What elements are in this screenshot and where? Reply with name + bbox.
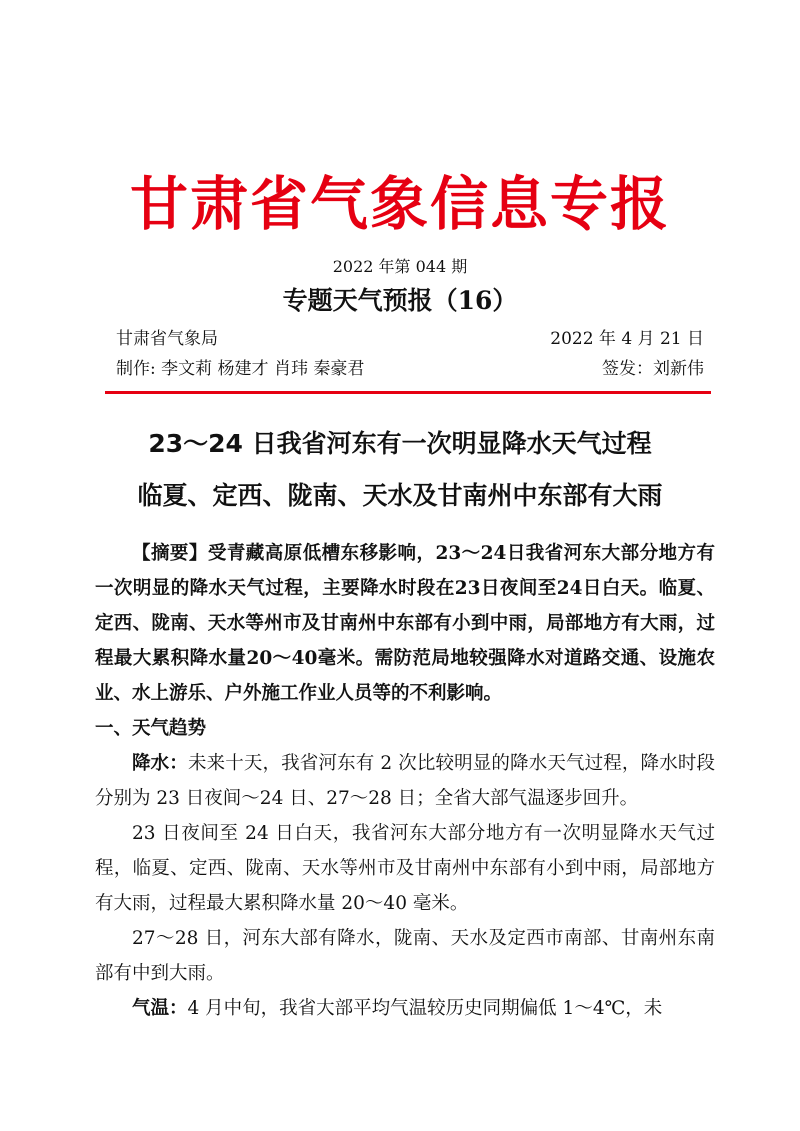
temp-text: 4 月中旬，我省大部平均气温较历史同期偏低 1～4℃，未	[187, 998, 663, 1019]
temp-paragraph	[95, 991, 715, 1026]
paragraph-3: 27～28 日，河东大部有降水，陇南、天水及定西市南部、甘南州东南部有中到大雨。	[95, 928, 715, 984]
signer: 签发：刘新伟	[602, 359, 704, 379]
abstract-label: 【摘要】	[132, 543, 208, 564]
abstract-text: 受青藏高原低槽东移影响，23～24日我省河东大部分地方有一次明显的降水天气过程，主要降水时段在23日夜间至24日白天。临夏、定西、陇南、天水等州市及甘南州中东部有小到中雨，局部地方有大雨，过程最大累积降水量20～40毫米。需防范局地较强降水对道路交通、设施农业、水上游乐、户外施工作业人员等的不利影响。	[95, 543, 715, 704]
abstract-paragraph	[95, 536, 715, 711]
issuer: 甘肃省气象局	[116, 329, 218, 349]
precip-label: 降水：	[132, 753, 188, 774]
document-body	[95, 536, 715, 1026]
paragraph-2: 23 日夜间至 24 日白天，我省河东大部分地方有一次明显降水天气过程，临夏、定西、陇南、天水等州市及甘南州中东部有小到中雨，局部地方有大雨，过程最大累积降水量 20～40 毫米。	[95, 823, 715, 914]
section-1-title: 一、天气趋势	[95, 718, 207, 739]
headline-line-1: 23～24 日我省河东有一次明显降水天气过程	[148, 429, 652, 458]
masthead-title: 甘肃省气象信息专报	[129, 170, 670, 238]
bulletin-title: 专题天气预报（16）	[282, 286, 518, 315]
red-divider	[105, 391, 711, 394]
issue-number: 2022 年第 044 期	[332, 257, 468, 276]
producers: 制作: 李文莉 杨建才 肖玮 秦豪君	[116, 359, 365, 379]
issue-date: 2022 年 4 月 21 日	[550, 329, 704, 349]
precip-text: 未来十天，我省河东有 2 次比较明显的降水天气过程，降水时段分别为 23 日夜间～24 日、27～28 日；全省大部气温逐步回升。	[95, 753, 715, 809]
precip-paragraph	[95, 746, 715, 816]
headline-line-2: 临夏、定西、陇南、天水及甘南州中东部有大雨	[137, 481, 663, 510]
temp-label: 气温：	[132, 998, 188, 1019]
